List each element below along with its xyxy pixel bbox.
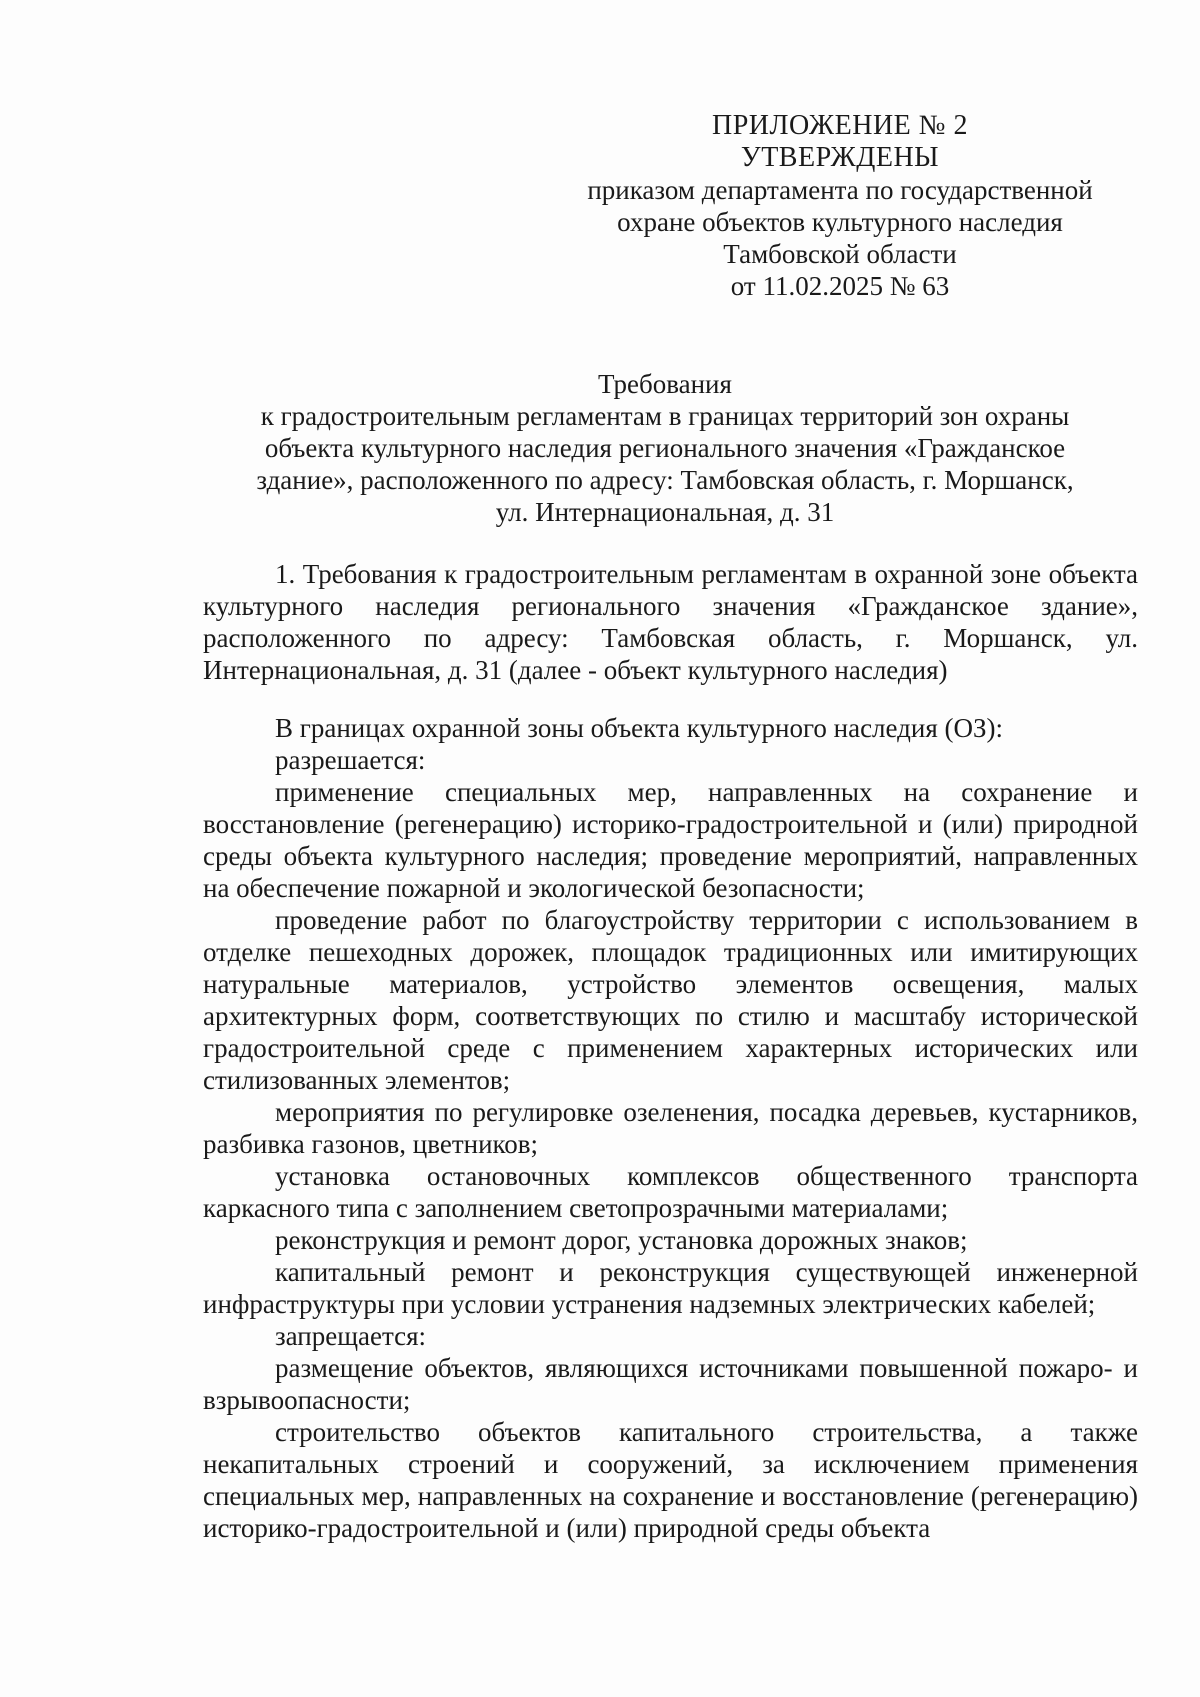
title-line: объекта культурного наследия регионального значения «Гражданское — [264, 433, 1066, 463]
allowed-item: капитальный ремонт и реконструкция существующей инженерной инфраструктуры при условии устранения надземных электрических кабелей; — [203, 1257, 1138, 1319]
forbidden-label: запрещается: — [275, 1321, 427, 1351]
allowed-label: разрешается: — [275, 745, 426, 775]
approval-stamp-block — [560, 110, 1120, 302]
zone-intro-paragraph: В границах охранной зоны объекта культурного наследия (ОЗ): — [275, 713, 1004, 743]
allowed-item: реконструкция и ремонт дорог, установка дорожных знаков; — [275, 1225, 968, 1255]
allowed-item: применение специальных мер, направленных на сохранение и восстановление (регенерацию) историко-градостроительной и (или) природной среды объекта культурного наследия; проведение мероприятий, направленных на обеспечение пожарной и экологической безопасности; — [203, 777, 1138, 903]
title-line: ул. Интернациональная, д. 31 — [495, 497, 835, 527]
approval-order-line: Тамбовской области — [723, 239, 957, 269]
title-line: к градостроительным регламентам в границах территорий зон охраны — [260, 401, 1070, 431]
appendix-number: ПРИЛОЖЕНИЕ № 2 — [712, 110, 968, 141]
title-line: Требования — [598, 369, 732, 399]
allowed-item: установка остановочных комплексов общественного транспорта каркасного типа с заполнением светопрозрачными материалами; — [203, 1161, 1138, 1223]
approval-order-line: приказом департамента по государственной — [587, 175, 1093, 205]
document-title — [190, 368, 1140, 528]
title-line: здание», расположенного по адресу: Тамбовская область, г. Моршанск, — [256, 465, 1074, 495]
approved-heading: УТВЕРЖДЕНЫ — [740, 142, 940, 173]
approval-order-line: охране объектов культурного наследия — [617, 207, 1063, 237]
allowed-item: мероприятия по регулировке озеленения, посадка деревьев, кустарников, разбивка газонов, цветников; — [203, 1097, 1138, 1159]
document-body — [203, 558, 1138, 1544]
section-1-paragraph: 1. Требования к градостроительным регламентам в охранной зоне объекта культурного наследия регионального значения «Гражданское здание», расположенного по адресу: Тамбовская область, г. Моршанск, ул. Интернациональная, д. 31 (далее - объект культурного наследия) — [203, 559, 1138, 685]
allowed-item: проведение работ по благоустройству территории с использованием в отделке пешеходных дорожек, площадок традиционных или имитирующих натуральные материалов, устройство элементов освещения, малых архитектурных форм, соответствующих по стилю и масштабу исторической градостроительной среде с применением характерных исторических или стилизованных элементов; — [203, 905, 1138, 1095]
approval-date-number: от 11.02.2025 № 63 — [730, 271, 950, 301]
forbidden-item: строительство объектов капитального строительства, а также некапитальных строений и сооружений, за исключением применения специальных мер, направленных на сохранение и восстановление (регенерацию) историко-градостроительной и (или) природной среды объекта — [203, 1417, 1138, 1543]
forbidden-item: размещение объектов, являющихся источниками повышенной пожаро- и взрывоопасности; — [203, 1353, 1138, 1415]
